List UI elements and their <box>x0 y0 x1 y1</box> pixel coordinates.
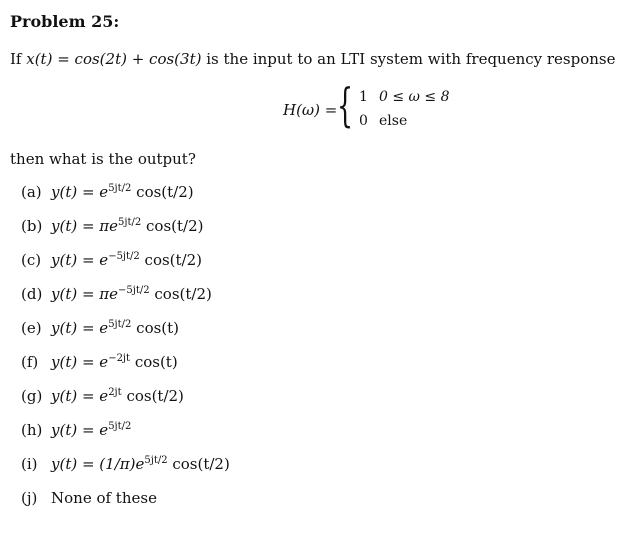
option-label: (f) <box>21 353 39 371</box>
answer-option-f[interactable] <box>21 353 178 371</box>
case-row <box>359 89 450 105</box>
option-exponent: 5jt/2 <box>108 319 132 330</box>
option-expression: y(t) = πe <box>51 217 119 235</box>
option-exponent: 5jt/2 <box>118 217 142 228</box>
answer-option-d[interactable] <box>21 285 212 303</box>
answer-option-h[interactable] <box>21 421 131 439</box>
option-exponent: 2jt <box>108 387 122 398</box>
option-exponent: −5jt/2 <box>118 285 150 296</box>
case-condition: else <box>379 113 408 129</box>
problem-statement <box>10 50 625 68</box>
answer-option-a[interactable] <box>21 183 194 201</box>
frequency-response-lhs: H(ω) = <box>283 101 338 119</box>
option-tail: cos(t) <box>130 353 178 371</box>
case-value: 1 <box>359 89 368 105</box>
option-label: (g) <box>21 387 43 405</box>
option-label: (c) <box>21 251 42 269</box>
option-expression: None of these <box>51 489 157 507</box>
option-expression: y(t) = e <box>51 353 109 371</box>
option-tail: cos(t/2) <box>149 285 212 303</box>
left-brace-icon: { <box>337 78 354 132</box>
option-expression: y(t) = e <box>51 251 109 269</box>
answer-option-g[interactable] <box>21 387 184 405</box>
option-expression: y(t) = e <box>51 319 109 337</box>
option-label: (e) <box>21 319 42 337</box>
option-exponent: −2jt <box>108 353 131 364</box>
option-expression: y(t) = e <box>51 183 109 201</box>
intro-prefix: If <box>10 50 27 68</box>
option-expression: y(t) = (1/π)e <box>51 455 145 473</box>
option-label: (i) <box>21 455 38 473</box>
answer-option-j[interactable] <box>21 489 157 507</box>
option-exponent: 5jt/2 <box>108 421 132 432</box>
option-tail: cos(t/2) <box>141 217 204 235</box>
case-value: 0 <box>359 113 368 129</box>
case-row <box>359 113 407 129</box>
input-signal-expression: x(t) = cos(2t) + cos(3t) <box>26 50 202 68</box>
option-tail: cos(t/2) <box>131 183 194 201</box>
option-expression: y(t) = e <box>51 387 109 405</box>
option-exponent: −5jt/2 <box>108 251 140 262</box>
answer-option-c[interactable] <box>21 251 202 269</box>
option-exponent: 5jt/2 <box>108 183 132 194</box>
option-expression: y(t) = e <box>51 421 109 439</box>
frequency-response-equation <box>283 78 463 139</box>
option-label: (h) <box>21 421 43 439</box>
option-label: (b) <box>21 217 43 235</box>
option-label: (d) <box>21 285 43 303</box>
option-tail: cos(t/2) <box>139 251 203 269</box>
answer-option-i[interactable] <box>21 455 230 473</box>
option-label: (j) <box>21 489 38 507</box>
case-condition: 0 ≤ ω ≤ 8 <box>379 89 450 105</box>
question-text: then what is the output? <box>10 150 196 168</box>
problem-title: Problem 25: <box>10 12 120 31</box>
answer-option-b[interactable] <box>21 217 204 235</box>
answer-option-e[interactable] <box>21 319 179 337</box>
intro-suffix: is the input to an LTI system with frequency response <box>201 50 616 68</box>
option-label: (a) <box>21 183 42 201</box>
option-tail: cos(t/2) <box>167 455 230 473</box>
option-exponent: 5jt/2 <box>144 455 168 466</box>
option-tail: cos(t) <box>131 319 180 337</box>
option-expression: y(t) = πe <box>51 285 119 303</box>
option-tail: cos(t/2) <box>121 387 184 405</box>
